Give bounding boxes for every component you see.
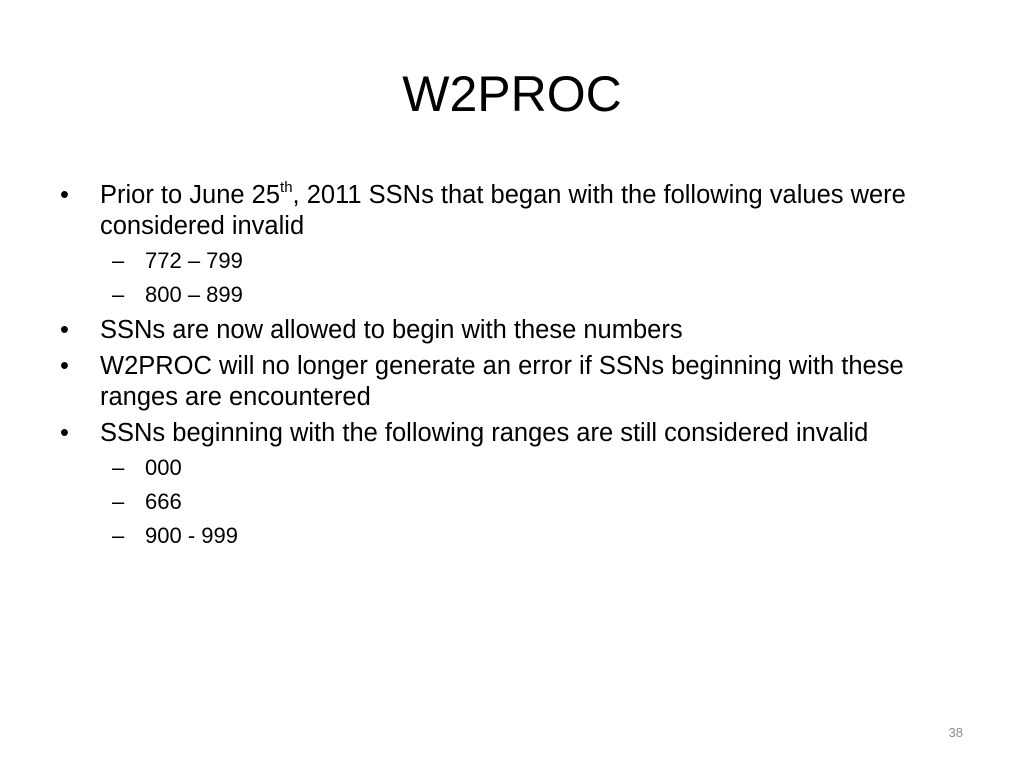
bullet-text: SSNs are now allowed to begin with these numbers: [100, 316, 683, 344]
dash-marker: –: [112, 489, 125, 514]
sub-list: [100, 453, 980, 551]
dash-marker: –: [112, 523, 125, 548]
sub-item-text: 900 - 999: [145, 523, 238, 548]
bullet-text: W2PROC will no longer generate an error if SSNs beginning with these ranges are encountered: [100, 352, 904, 411]
sub-list: [100, 246, 980, 310]
page-number: 38: [948, 725, 963, 740]
sub-item-text: 800 – 899: [145, 282, 243, 307]
bullet-marker: •: [60, 419, 69, 447]
dash-marker: –: [112, 248, 125, 273]
sub-item: [100, 521, 980, 551]
bullet-item: [60, 315, 980, 346]
bullet-text: SSNs beginning with the following ranges are still considered invalid: [100, 419, 869, 447]
bullet-marker: •: [60, 352, 69, 380]
bullet-marker: •: [60, 316, 69, 344]
dash-marker: –: [112, 455, 125, 480]
bullet-item: [60, 180, 980, 310]
sub-item: [100, 453, 980, 483]
bullet-text: [100, 181, 906, 240]
bullet-item: [60, 418, 980, 551]
ordinal-superscript: th: [280, 179, 293, 196]
bullet-text-part: , 2011 SSNs that began with the following values were considered invalid: [100, 181, 906, 240]
bullet-marker: •: [60, 181, 69, 209]
slide-title: W2PROC: [402, 66, 622, 122]
sub-item-text: 666: [145, 489, 182, 514]
bullet-text-part: Prior to June 25: [100, 181, 281, 209]
bullet-list: [60, 180, 980, 551]
sub-item: [100, 280, 980, 310]
dash-marker: –: [112, 282, 125, 307]
sub-item: [100, 487, 980, 517]
sub-item-text: 000: [145, 455, 182, 480]
sub-item-text: 772 – 799: [145, 248, 243, 273]
bullet-item: [60, 351, 980, 413]
sub-item: [100, 246, 980, 276]
